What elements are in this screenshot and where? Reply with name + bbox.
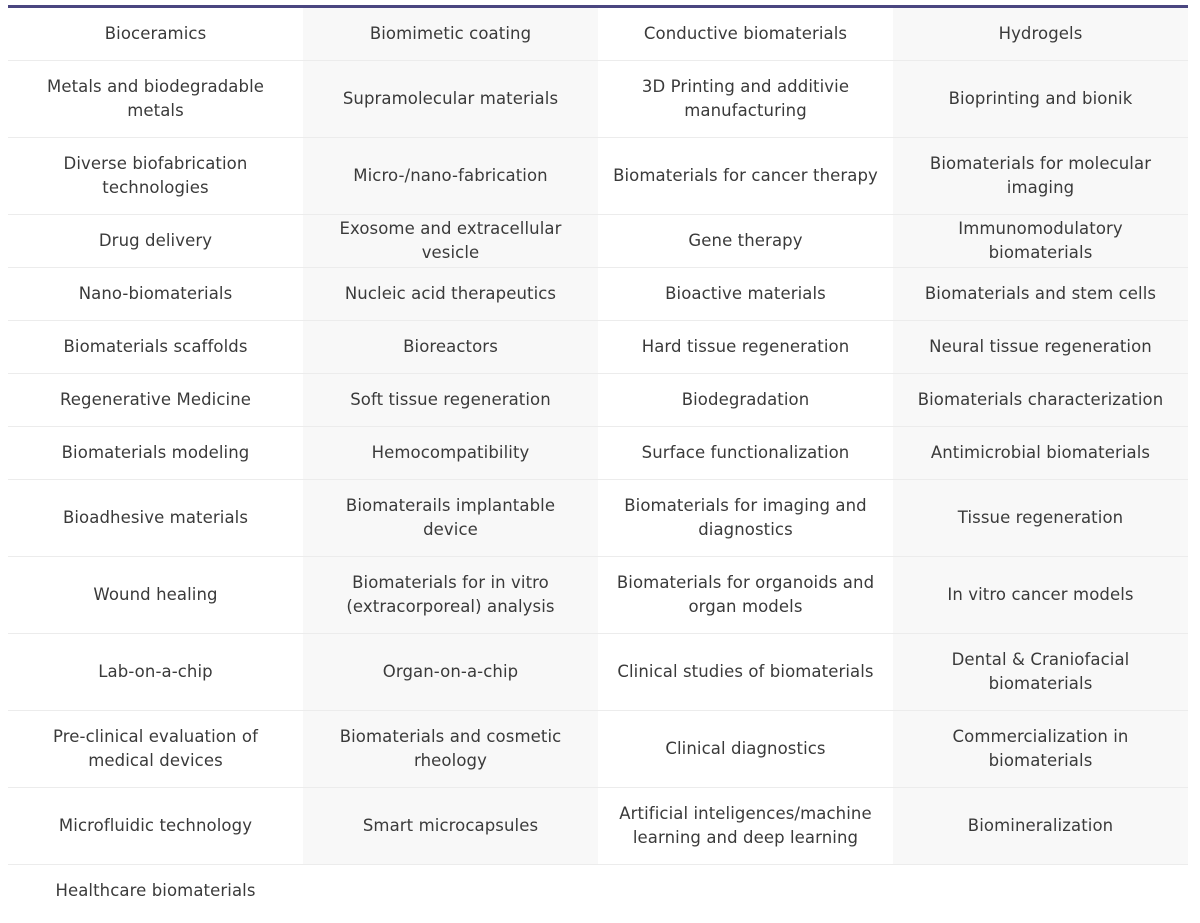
table-cell: Exosome and extracellular vesicle xyxy=(303,215,598,268)
table-row xyxy=(8,480,1188,557)
table-cell: Biomaterials for cancer therapy xyxy=(598,138,893,215)
table-cell-empty xyxy=(598,865,893,918)
table-cell-empty xyxy=(303,865,598,918)
table-cell: Hydrogels xyxy=(893,8,1188,61)
table-row xyxy=(8,374,1188,427)
table-cell: Dental & Craniofacial biomaterials xyxy=(893,634,1188,711)
table-cell: Diverse biofabrication technologies xyxy=(8,138,303,215)
table-cell: Healthcare biomaterials xyxy=(55,881,256,900)
table-cell: Biomimetic coating xyxy=(303,8,598,61)
table-cell: Lab-on-a-chip xyxy=(8,634,303,711)
table-cell: Biomaterials for organoids and organ models xyxy=(598,557,893,634)
table-cell: Immunomodulatory biomaterials xyxy=(893,215,1188,268)
table-cell: Clinical studies of biomaterials xyxy=(598,634,893,711)
table-cell: In vitro cancer models xyxy=(893,557,1188,634)
table-cell: Biomaterials and stem cells xyxy=(893,268,1188,321)
table-row xyxy=(8,634,1188,711)
table-cell: Clinical diagnostics xyxy=(598,711,893,788)
topics-table xyxy=(8,8,1188,917)
table-cell: Artificial inteligences/machine learning and deep learning xyxy=(598,788,893,865)
table-cell: Pre-clinical evaluation of medical devices xyxy=(8,711,303,788)
table-row xyxy=(8,321,1188,374)
table-cell: Neural tissue regeneration xyxy=(893,321,1188,374)
table-cell: Bioprinting and bionik xyxy=(893,61,1188,138)
table-row xyxy=(8,8,1188,61)
table-row xyxy=(8,268,1188,321)
table-cell: Micro-/nano-fabrication xyxy=(303,138,598,215)
table-cell: Supramolecular materials xyxy=(303,61,598,138)
table-cell: Drug delivery xyxy=(8,215,303,268)
table-cell: Biomaterials for imaging and diagnostics xyxy=(598,480,893,557)
table-cell: Biomaterails implantable device xyxy=(303,480,598,557)
table-cell: 3D Printing and additivie manufacturing xyxy=(598,61,893,138)
table-cell: Wound healing xyxy=(8,557,303,634)
table-cell: Nucleic acid therapeutics xyxy=(303,268,598,321)
table-cell: Microfluidic technology xyxy=(8,788,303,865)
table-cell: Hard tissue regeneration xyxy=(598,321,893,374)
topics-table-container xyxy=(8,5,1188,917)
table-cell: Biomineralization xyxy=(893,788,1188,865)
table-cell: Biodegradation xyxy=(598,374,893,427)
table-row xyxy=(8,711,1188,788)
table-cell: Metals and biodegradable metals xyxy=(8,61,303,138)
table-cell: Biomaterials for in vitro (extracorporeal) analysis xyxy=(303,557,598,634)
table-row xyxy=(8,138,1188,215)
table-cell: Commercialization in biomaterials xyxy=(893,711,1188,788)
table-cell: Biomaterials scaffolds xyxy=(8,321,303,374)
table-cell: Gene therapy xyxy=(598,215,893,268)
table-cell: Antimicrobial biomaterials xyxy=(893,427,1188,480)
table-cell: Nano-biomaterials xyxy=(8,268,303,321)
table-cell: Bioactive materials xyxy=(598,268,893,321)
table-cell: Soft tissue regeneration xyxy=(303,374,598,427)
table-row xyxy=(8,788,1188,865)
table-row xyxy=(8,215,1188,268)
table-cell: Organ-on-a-chip xyxy=(303,634,598,711)
table-cell: Hemocompatibility xyxy=(303,427,598,480)
table-row xyxy=(8,557,1188,634)
table-cell: Tissue regeneration xyxy=(893,480,1188,557)
table-cell: Smart microcapsules xyxy=(303,788,598,865)
table-row xyxy=(8,865,1188,918)
table-cell-empty xyxy=(893,865,1188,918)
table-row xyxy=(8,61,1188,138)
table-cell: Biomaterials for molecular imaging xyxy=(893,138,1188,215)
table-cell: Bioreactors xyxy=(303,321,598,374)
table-row xyxy=(8,427,1188,480)
table-cell: Biomaterials modeling xyxy=(8,427,303,480)
table-cell: Bioadhesive materials xyxy=(8,480,303,557)
table-cell: Surface functionalization xyxy=(598,427,893,480)
table-cell: Biomaterials characterization xyxy=(893,374,1188,427)
table-cell: Conductive biomaterials xyxy=(598,8,893,61)
table-cell: Regenerative Medicine xyxy=(8,374,303,427)
table-cell: Biomaterials and cosmetic rheology xyxy=(303,711,598,788)
table-cell: Bioceramics xyxy=(8,8,303,61)
